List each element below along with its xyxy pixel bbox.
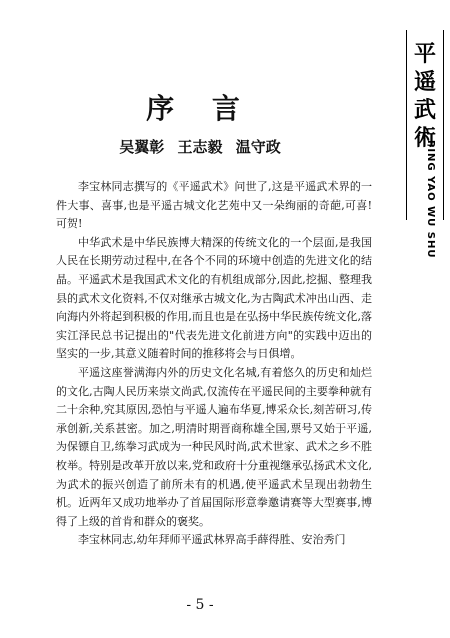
paragraph: 中华武术是中华民族博大精深的传统文化的一个层面,是我国人民在长期劳动过程中,在各个不同的环境中创造的先进文化的结晶。平遥武术是我国武术文化的有机组成部分,因此,挖掘、整理我县的武术文化资料,不仅对继承古城文化,为古陶武术冲出山西、走向海内外将起到积极的作用,而且也是在弘扬中华民族传统文化,落实江泽民总书记提出的"代表先进文化前进方向"的实践中迈出的坚实的一步,其意义随着时间的推移将会与日俱增。 (56, 235, 372, 361)
body-text (56, 178, 372, 550)
paragraph: 李宝林同志撰写的《平遥武术》问世了,这是平遥武术界的一件大事、喜事,也是平遥古城文化艺苑中又一朵绚丽的奇葩,可喜!可贺! (56, 180, 372, 231)
calligraphy-char: 平 (413, 41, 436, 67)
calligraphy-char: 遥 (413, 69, 436, 95)
paragraph: 李宝林同志,幼年拜师平遥武林界高手薛得胜、安治秀门 (78, 533, 346, 547)
side-calligraphy-title (411, 40, 439, 152)
side-roman-title: PING YAO WU SHU (425, 140, 436, 259)
calligraphy-char: 武 (413, 97, 436, 123)
page-title: 序 言 (146, 92, 254, 125)
calligraphy-char: 術 (413, 125, 436, 151)
authors: 吴翼彰 王志毅 温守政 (119, 138, 281, 156)
page-number: - 5 - (186, 597, 214, 613)
paragraph: 平遥这座誉满海内外的历史文化名城,有着悠久的历史和灿烂的文化,古陶人民历来崇文尚武,仅流传在平遥民间的主要拳种就有二十余种,究其原因,恐怕与平遥人遍布华夏,博采众长,刻苦研习,传承创新,关系甚密。加之,明清时期晋商称雄全国,票号又始于平遥,为保镖自卫,练拳习武成为一种民风时尚,武术世家、武术之乡不胜枚举。特别是改革开放以来,党和政府十分重视继承弘扬武术文化,为武术的振兴创造了前所未有的机遇,使平遥武术呈现出勃勃生机。近两年又成功地举办了首届国际形意拳邀请赛等大型赛事,博得了上级的首肯和群众的褒奖。 (56, 365, 372, 528)
